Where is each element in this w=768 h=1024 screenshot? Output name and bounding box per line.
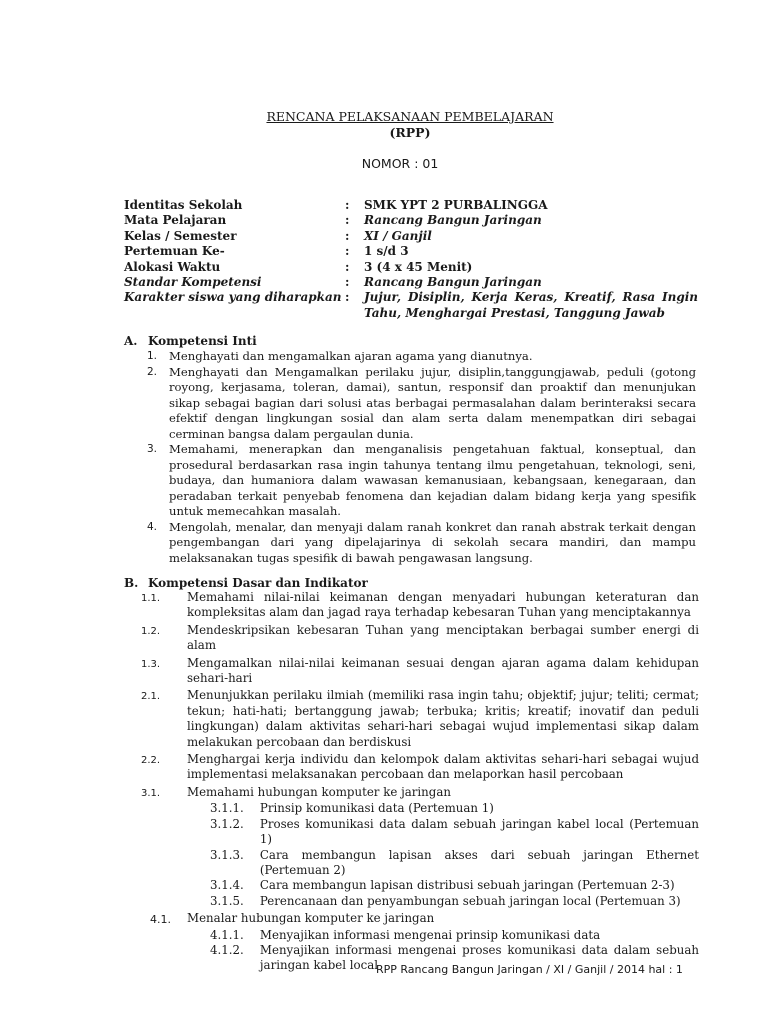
- list-number: 4.: [147, 520, 158, 533]
- list-item: [124, 623, 699, 654]
- identity-row: [124, 213, 699, 228]
- sub-list-item: [124, 928, 699, 943]
- list-text: Menghargai kerja individu dan kelompok dalam aktivitas sehari-hari sebagai wujud implementasi melaksanakan percobaan dan melaporkan hasil percobaan: [187, 752, 699, 782]
- sub-list-number: 3.1.4.: [210, 878, 244, 893]
- list-item: [124, 688, 699, 750]
- list-item: [124, 752, 699, 783]
- identity-row: [124, 229, 699, 244]
- identity-colon: :: [345, 244, 350, 259]
- sub-list-item: [124, 848, 699, 879]
- list-item: [124, 785, 699, 801]
- identity-table: [124, 198, 699, 321]
- identity-value: Jujur, Disiplin, Kerja Keras, Kreatif, Rasa Ingin Tahu, Menghargai Prestasi, Tanggung Jawab: [364, 290, 698, 320]
- sub-list-item: [124, 817, 699, 848]
- section-title: Kompetensi Dasar dan Indikator: [148, 576, 368, 590]
- sub-list-text: Cara membangun lapisan akses dari sebuah jaringan Ethernet (Pertemuan 2): [259, 847, 699, 877]
- identity-row: [124, 244, 699, 259]
- identity-value: SMK YPT 2 PURBALINGGA: [364, 198, 548, 212]
- list-number: 1.2.: [141, 625, 161, 637]
- sub-list-item: [124, 878, 699, 893]
- identity-value: 1 s/d 3: [364, 244, 409, 259]
- sub-list-number: 4.1.1.: [210, 927, 244, 942]
- list-item: [124, 590, 699, 621]
- sub-list-item: [124, 801, 699, 816]
- identity-label: Alokasi Waktu: [124, 259, 221, 274]
- list-number: 1.3.: [141, 658, 161, 670]
- sub-list-text: Cara membangun lapisan distribusi sebuah jaringan (Pertemuan 2-3): [259, 878, 675, 893]
- list-number: 1.1.: [141, 593, 161, 604]
- identity-value: 3 (4 x 45 Menit): [364, 259, 473, 274]
- list-text: Mendeskripsikan kebesaran Tuhan yang menciptakan berbagai sumber energi di alam: [187, 622, 699, 653]
- identity-colon: :: [345, 275, 350, 290]
- sub-list-number: 3.1.3.: [210, 847, 244, 862]
- list-text: Menunjukkan perilaku ilmiah (memiliki rasa ingin tahu; objektif; jujur; teliti; cermat; tekun; hati-hati; bertanggung jawab; terbuka; kritis; kreatif; inovatif dan peduli lingkungan) dalam aktivitas sehari-hari sebagai wujud implementasi sikap dalam melakukan percobaan dan berdiskusi: [187, 688, 699, 749]
- sub-list-number: 3.1.2.: [210, 816, 244, 831]
- sub-list-item: [124, 894, 699, 909]
- document-subtitle: (RPP): [389, 125, 431, 140]
- document-title: RENCANA PELAKSANAAN PEMBELAJARAN: [266, 109, 554, 124]
- list-number: 3.: [147, 443, 158, 455]
- sub-list-text: Proses komunikasi data dalam sebuah jaringan kabel local (Pertemuan 1): [259, 816, 699, 847]
- list-number: 4.1.: [150, 913, 171, 927]
- list-text: Memahami hubungan komputer ke jaringan: [187, 784, 451, 799]
- list-item: [147, 442, 697, 520]
- list-text: Menghayati dan mengamalkan ajaran agama yang dianutnya.: [169, 349, 533, 363]
- list-item: [124, 911, 699, 927]
- identity-row: [124, 260, 699, 275]
- list-item: [124, 656, 699, 687]
- identity-row: [124, 290, 699, 321]
- list-number: 3.1.: [141, 787, 161, 799]
- page-footer: RPP Rancang Bangun Jaringan / XI / Ganjil / 2014 hal : 1: [376, 963, 683, 976]
- section-a-heading: [124, 333, 257, 349]
- list-number: 1.: [147, 350, 158, 362]
- identity-label: Standar Kompetensi: [124, 275, 262, 290]
- list-text: Memahami nilai-nilai keimanan dengan menyadari hubungan keteraturan dan kompleksitas alam dan jagad raya terhadap kebesaran Tuhan yang menciptakannya: [187, 590, 699, 620]
- list-number: 2.1.: [141, 691, 161, 703]
- list-text: Menalar hubungan komputer ke jaringan: [187, 911, 435, 926]
- identity-colon: :: [345, 198, 350, 212]
- identity-label: Kelas / Semester: [124, 228, 237, 243]
- identity-label: Identitas Sekolah: [124, 198, 243, 212]
- list-item: [147, 349, 697, 365]
- kompetensi-dasar-list: [124, 590, 699, 974]
- identity-row: [124, 275, 699, 290]
- section-b-heading: [124, 575, 368, 591]
- list-text: Menghayati dan Mengamalkan perilaku jujur, disiplin,tanggungjawab, peduli (gotong royong, kerjasama, toleran, damai), santun, responsif dan proaktif dan menunjukan sikap sebagai bagian dari solusi atas berbagai permasalahan dalam berinteraksi secara efektif dengan lingkungan sosial dan alam serta dalam menempatkan diri sebagai cerminan bangsa dalam pergaulan dunia.: [169, 364, 696, 441]
- identity-value: Rancang Bangun Jaringan: [364, 275, 542, 290]
- list-item: [147, 520, 697, 567]
- list-text: Mengamalkan nilai-nilai keimanan sesuai dengan ajaran agama dalam kehidupan sehari-hari: [187, 655, 699, 686]
- identity-colon: :: [345, 259, 350, 274]
- list-item: [147, 365, 697, 443]
- list-number: 2.2.: [141, 755, 161, 767]
- identity-row: [124, 198, 699, 213]
- section-letter: A.: [124, 334, 138, 348]
- identity-label: Karakter siswa yang diharapkan: [124, 290, 342, 305]
- sub-list-text: Menyajikan informasi mengenai prinsip komunikasi data: [259, 927, 601, 942]
- sub-list-text: Perencanaan dan penyambungan sebuah jaringan local (Pertemuan 3): [259, 893, 681, 908]
- identity-value: Rancang Bangun Jaringan: [364, 213, 542, 228]
- kompetensi-inti-list: [147, 349, 697, 566]
- sub-list-text: Prinsip komunikasi data (Pertemuan 1): [259, 801, 494, 816]
- section-title: Kompetensi Inti: [148, 334, 257, 348]
- sub-list-number: 3.1.1.: [210, 801, 244, 816]
- sub-list-number: 4.1.2.: [210, 942, 244, 957]
- identity-colon: :: [345, 228, 350, 243]
- identity-colon: :: [345, 290, 350, 305]
- document-number: NOMOR : 01: [361, 156, 439, 171]
- sub-list-number: 3.1.5.: [210, 893, 244, 908]
- sub-list-text: Menyajikan informasi mengenai proses komunikasi data dalam sebuah jaringan kabel local: [259, 942, 699, 973]
- list-text: Memahami, menerapkan dan menganalisis pengetahuan faktual, konseptual, dan prosedural berdasarkan rasa ingin tahunya tentang ilmu pengetahuan, teknologi, seni, budaya, dan humaniora dalam wawasan kemanusiaan, kebangsaan, kenegaraan, dan peradaban terkait penyebab fenomena dan kejadian dalam bidang kerja yang spesifik untuk memecahkan masalah.: [169, 442, 696, 518]
- identity-label: Pertemuan Ke-: [124, 244, 225, 259]
- list-text: Mengolah, menalar, dan menyaji dalam ranah konkret dan ranah abstrak terkait dengan pengembangan dari yang dipelajarinya di sekolah secara mandiri, dan mampu melaksanakan tugas spesifik di bawah pengawasan langsung.: [169, 519, 696, 565]
- identity-value: XI / Ganjil: [364, 228, 432, 243]
- identity-label: Mata Pelajaran: [124, 213, 227, 228]
- list-number: 2.: [147, 365, 158, 378]
- section-letter: B.: [124, 576, 139, 590]
- identity-colon: :: [345, 213, 350, 228]
